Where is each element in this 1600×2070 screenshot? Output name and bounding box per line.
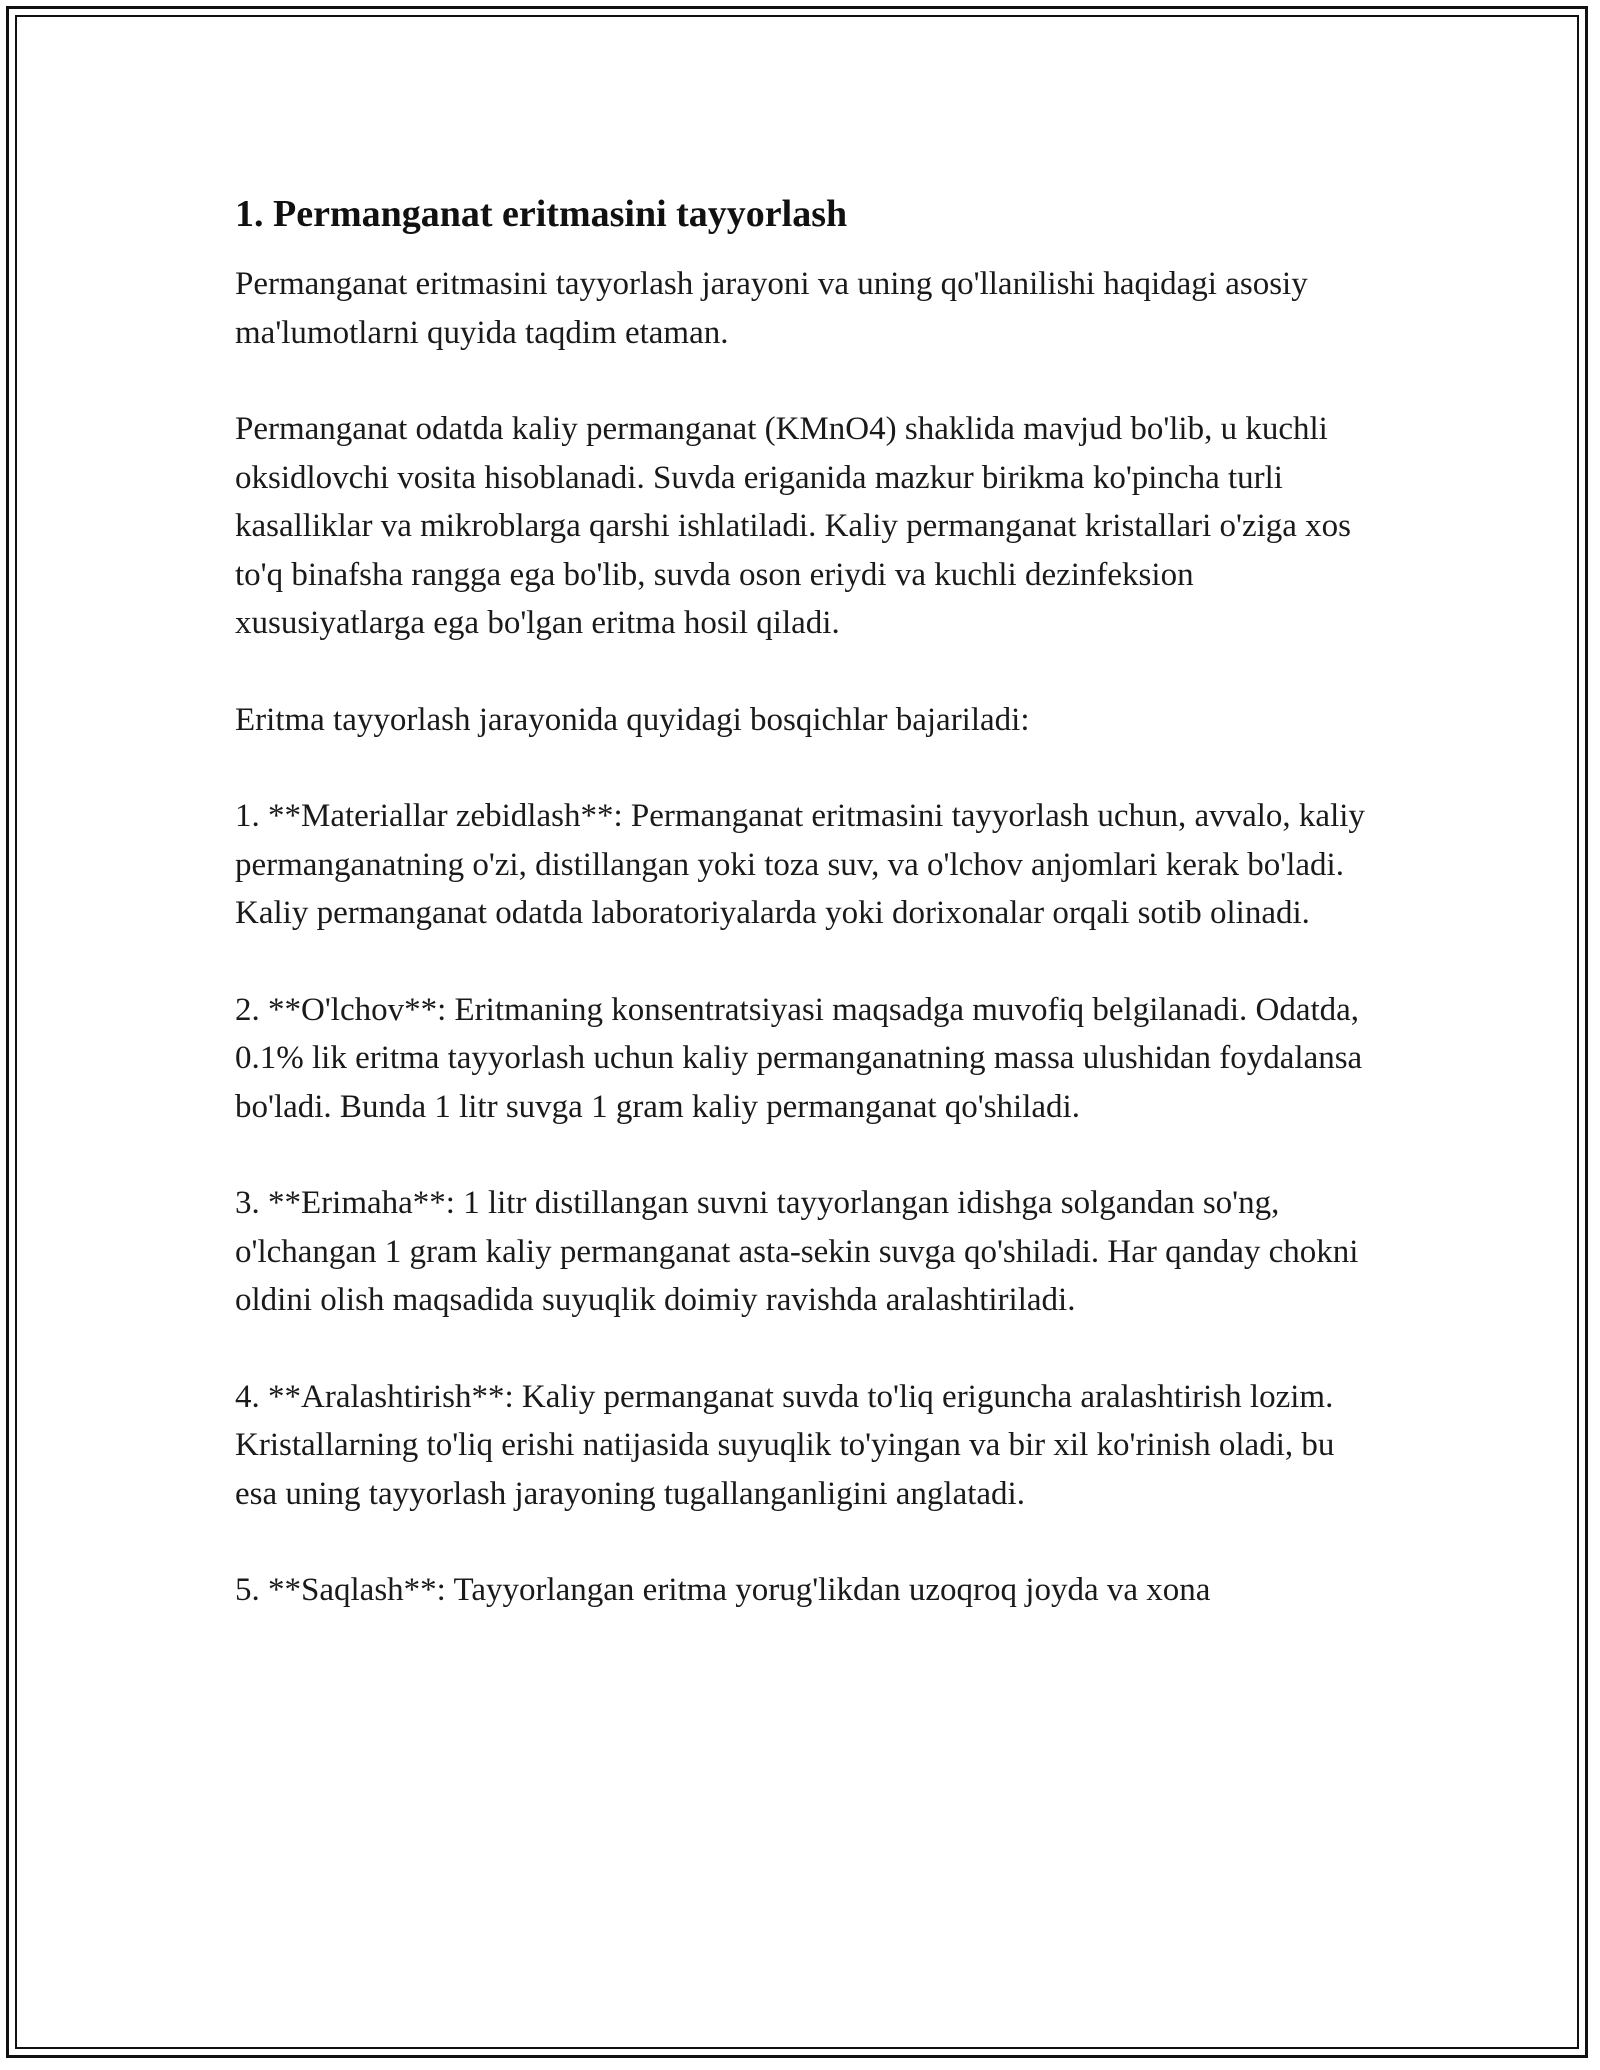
step-2-paragraph: 2. **O'lchov**: Eritmaning konsentratsiyasi maqsadga muvofiq belgilanadi. Odatda, 0.1% lik eritma tayyorlash uchun kaliy permanganatning massa ulushidan foydalansa bo'ladi. Bunda 1 litr suvga 1 gram kaliy permanganat qo'shiladi. bbox=[235, 991, 1363, 1125]
step-4-paragraph: 4. **Aralashtirish**: Kaliy permanganat suvda to'liq eriguncha aralashtirish lozim. Kristallarning to'liq erishi natijasida suyuqlik to'yingan va bir xil ko'rinish oladi, bu esa uning tayyorlash jarayoning tugallanganligini anglatadi. bbox=[235, 1378, 1335, 1512]
step-5-paragraph: 5. **Saqlash**: Tayyorlangan eritma yorug'likdan uzoqroq joyda va xona bbox=[235, 1572, 1211, 1608]
document-heading: 1. Permanganat eritmasini tayyorlash bbox=[235, 193, 848, 235]
intro-paragraph: Permanganat eritmasini tayyorlash jarayoni va uning qo'llanilishi haqidagi asosiy ma'lumotlarni quyida taqdim etaman. bbox=[235, 266, 1308, 351]
description-paragraph: Permanganat odatda kaliy permanganat (KMnO4) shaklida mavjud bo'lib, u kuchli oksidlovchi vosita hisoblanadi. Suvda eriganida mazkur birikma ko'pincha turli kasalliklar va mikroblarga qarshi ishlatiladi. Kaliy permanganat kristallari o'ziga xos to'q binafsha rangga ega bo'lib, suvda oson eriydi va kuchli dezinfeksion xususiyatlarga ega bo'lgan eritma hosil qiladi. bbox=[235, 411, 1352, 641]
step-1-paragraph: 1. **Materiallar zebidlash**: Permanganat eritmasini tayyorlash uchun, avvalo, kaliy permanganatning o'zi, distillangan yoki toza suv, va o'lchov anjomlari kerak bo'ladi. Kaliy permanganat odatda laboratoriyalarda yoki dorixonalar orqali sotib olinadi. bbox=[235, 798, 1365, 931]
document-body bbox=[235, 186, 1365, 1663]
step-3-paragraph: 3. **Erimaha**: 1 litr distillangan suvni tayyorlangan idishga solgandan so'ng, o'lchangan 1 gram kaliy permanganat asta-sekin suvga qo'shiladi. Har qanday chokni oldini olish maqsadida suyuqlik doimiy ravishda aralashtiriladi. bbox=[235, 1185, 1359, 1318]
steps-intro-paragraph: Eritma tayyorlash jarayonida quyidagi bosqichlar bajariladi: bbox=[235, 701, 1030, 738]
